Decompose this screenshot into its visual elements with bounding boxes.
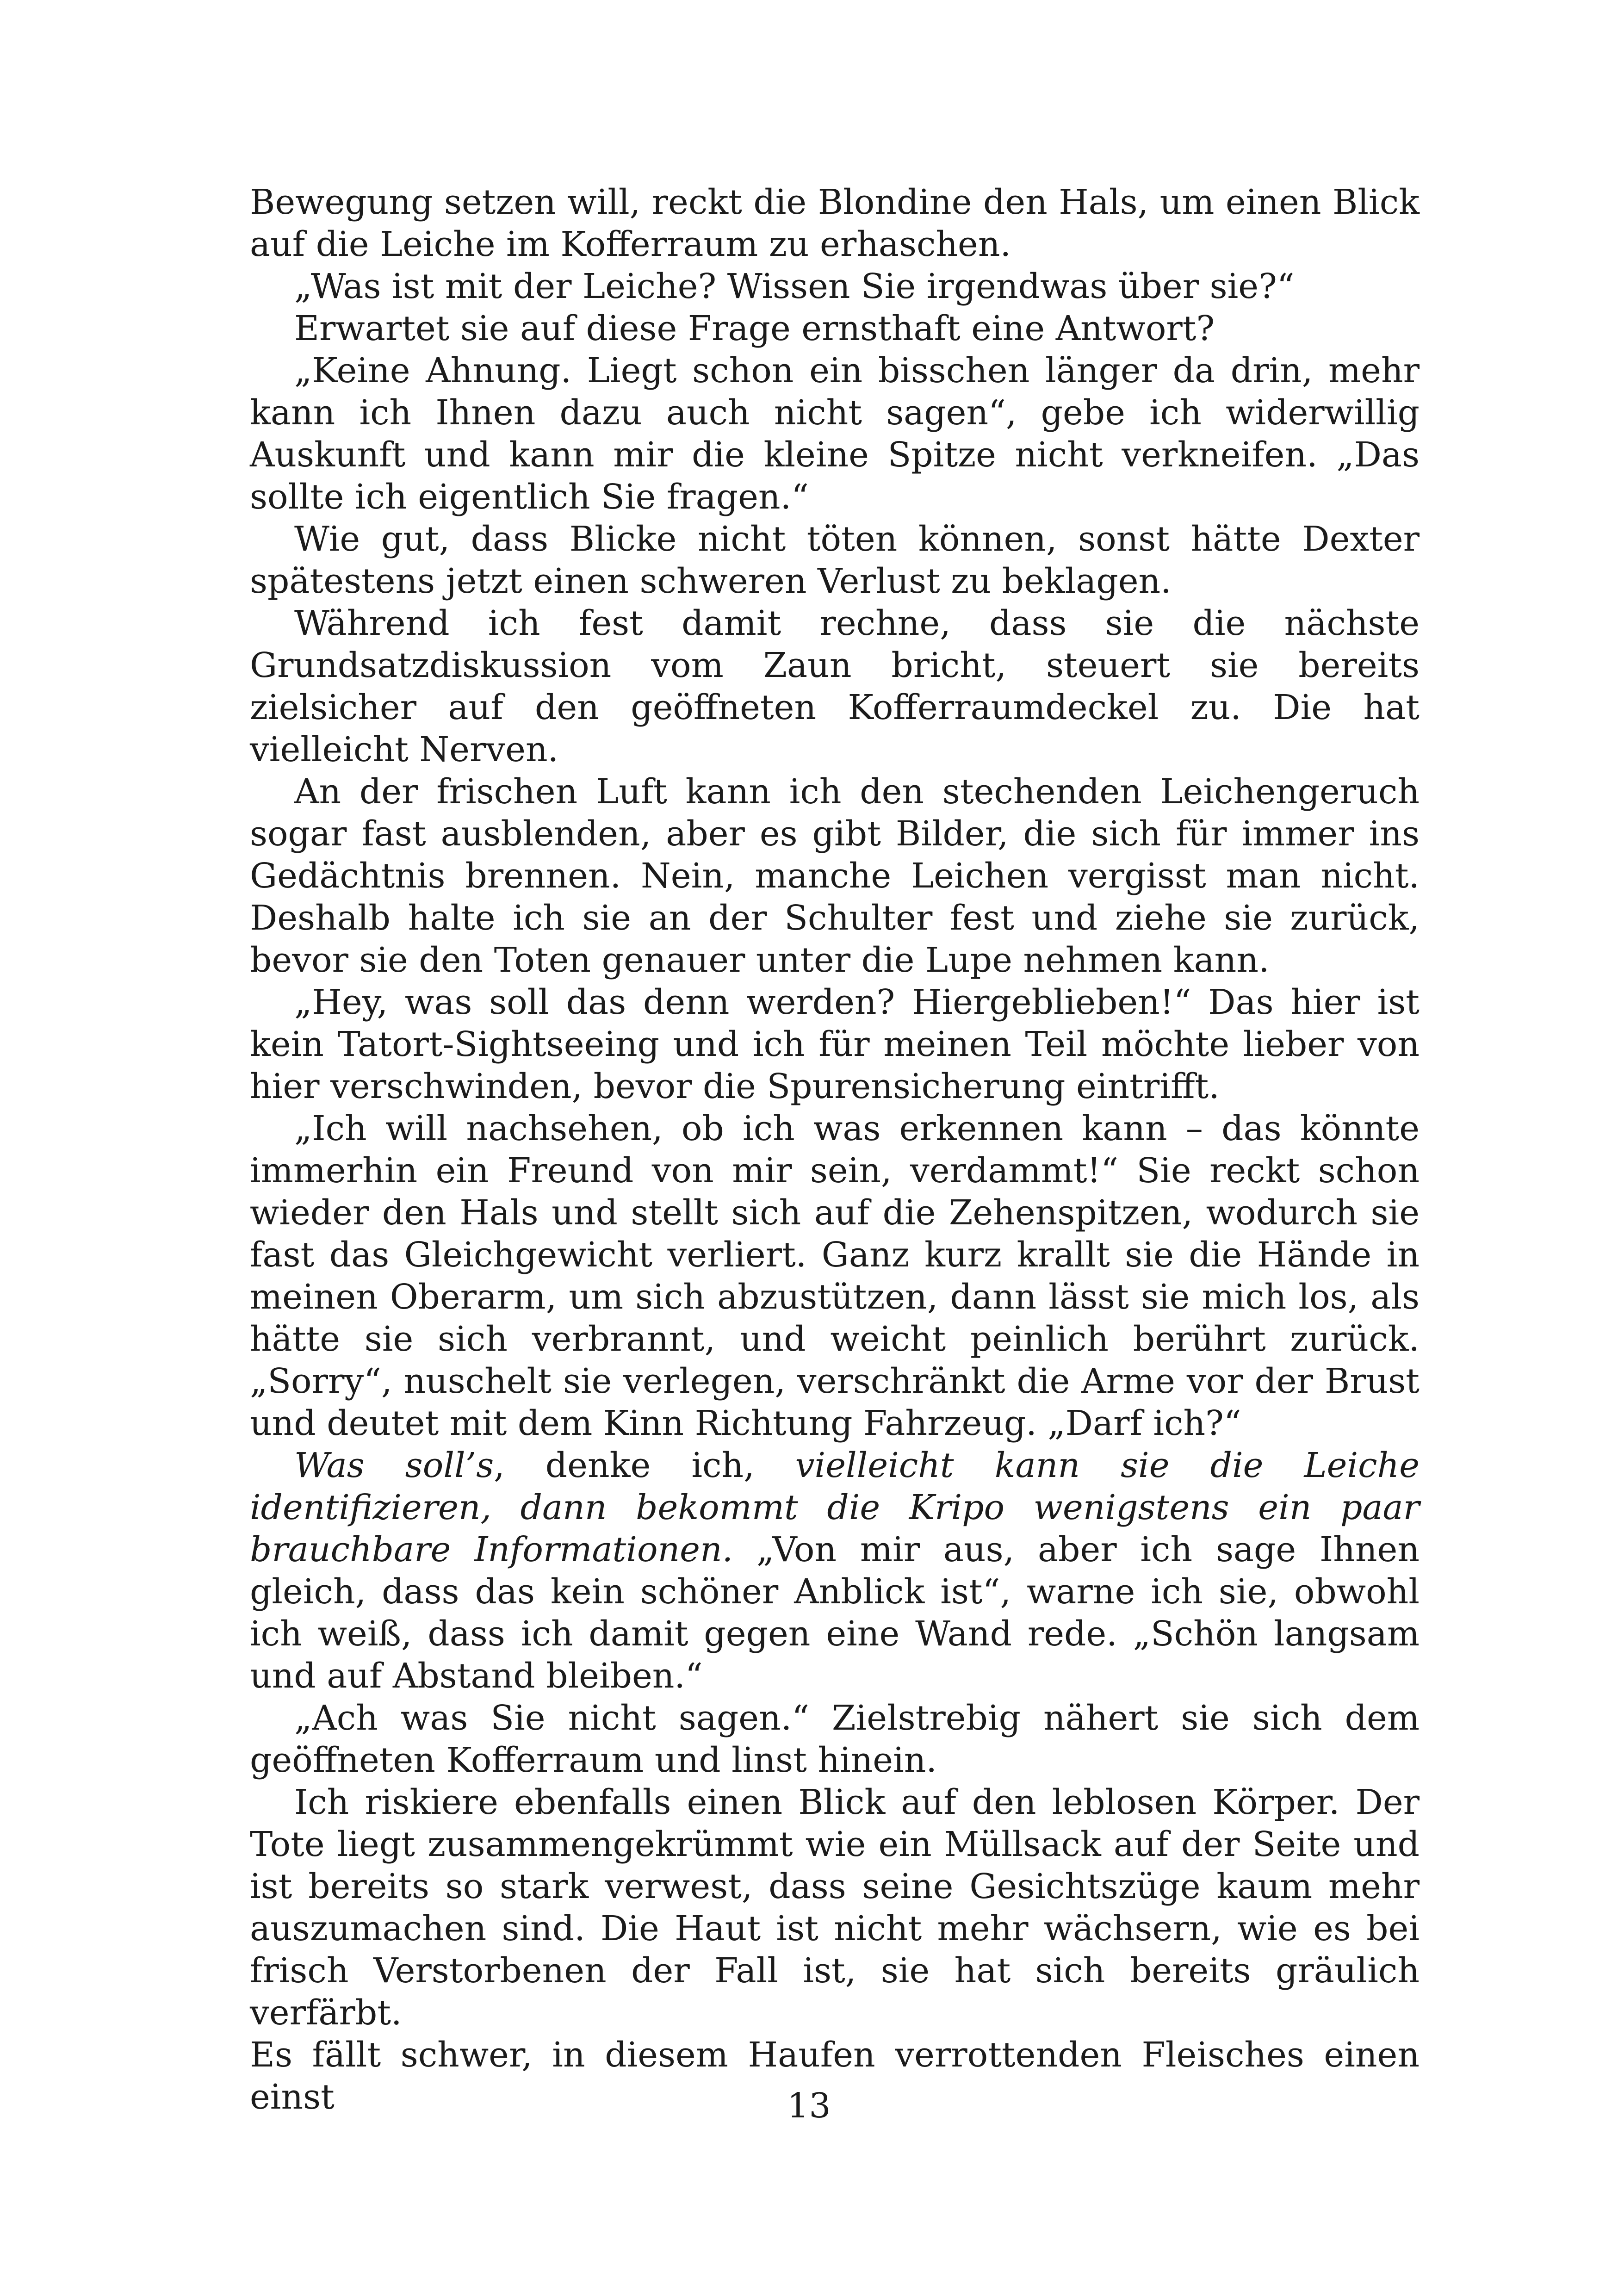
text-run: Wie gut, dass Blicke nicht töten können, sonst hätte Dexter spätestens jetzt einen schweren Verlust zu beklagen. bbox=[250, 519, 1420, 601]
page-number: 13 bbox=[787, 2086, 831, 2126]
paragraph bbox=[250, 981, 1420, 1108]
text-run: Erwartet sie auf diese Frage ernsthaft eine Antwort? bbox=[294, 309, 1215, 348]
text-run: „Was ist mit der Leiche? Wissen Sie irgendwas über sie?“ bbox=[294, 267, 1295, 306]
paragraph bbox=[250, 181, 1420, 266]
paragraph bbox=[250, 1445, 1420, 1697]
paragraph bbox=[250, 308, 1420, 350]
italic-text-run: Was soll’s bbox=[294, 1446, 494, 1485]
text-run: „Keine Ahnung. Liegt schon ein bisschen länger da drin, mehr kann ich Ihnen dazu auch nicht sagen“, gebe ich widerwillig Auskunft und kann mir die kleine Spitze nicht verkneifen. „Das sollte ich eigentlich Sie fragen.“ bbox=[250, 351, 1420, 517]
paragraph bbox=[250, 771, 1420, 981]
text-run: Es fällt schwer, in diesem Haufen verrottenden Fleisches einen einst bbox=[250, 2035, 1420, 2117]
paragraph bbox=[250, 1108, 1420, 1445]
text-run: Ich riskiere ebenfalls einen Blick auf den leblosen Körper. Der Tote liegt zusammengekrümmt wie ein Müllsack auf der Seite und ist bereits so stark verwest, dass seine Gesichtszüge kaum mehr auszumachen sind. Die Haut ist nicht mehr wächsern, wie es bei frisch Verstorbenen der Fall ist, sie hat sich bereits gräulich verfärbt. bbox=[250, 1782, 1420, 2033]
paragraph bbox=[250, 1697, 1420, 1781]
paragraph bbox=[250, 518, 1420, 602]
text-run: Bewegung setzen will, reckt die Blondine den Hals, um einen Blick auf die Leiche im Kofferraum zu erhaschen. bbox=[250, 182, 1420, 264]
paragraph bbox=[250, 602, 1420, 771]
text-run: , denke ich, bbox=[494, 1446, 795, 1485]
text-run: „Ich will nachsehen, ob ich was erkennen kann – das könnte immerhin ein Freund von mir sein, verdammt!“ Sie reckt schon wieder den Hals und stellt sich auf die Zehenspitzen, wodurch sie fast das Gleichgewicht verliert. Ganz kurz krallt sie die Hände in meinen Oberarm, um sich abzustützen, dann lässt sie mich los, als hätte sie sich verbrannt, und weicht peinlich berührt zurück. „Sorry“, nuschelt sie verlegen, verschränkt die Arme vor der Brust und deutet mit dem Kinn Richtung Fahrzeug. „Darf ich?“ bbox=[250, 1109, 1420, 1443]
paragraph bbox=[250, 350, 1420, 518]
italic-text-run: vielleicht kann sie die Leiche identifizieren, dann bekommt die Kripo wenigstens ein paar brauchbare Informationen. bbox=[250, 1446, 1420, 1570]
text-run: „Von mir aus, aber ich sage Ihnen gleich, dass das kein schöner Anblick ist“, warne ich sie, obwohl ich weiß, dass ich damit gegen eine Wand rede. „Schön langsam und auf Abstand bleiben.“ bbox=[250, 1530, 1420, 1696]
body-text bbox=[250, 181, 1420, 2118]
text-run: Während ich fest damit rechne, dass sie die nächste Grundsatzdiskussion vom Zaun bricht, steuert sie bereits zielsicher auf den geöffneten Kofferraumdeckel zu. Die hat vielleicht Nerven. bbox=[250, 603, 1420, 769]
text-run: „Hey, was soll das denn werden? Hiergeblieben!“ Das hier ist kein Tatort-Sightseeing und ich für meinen Teil möchte lieber von hier verschwinden, bevor die Spurensicherung eintrifft. bbox=[250, 982, 1420, 1106]
text-run: An der frischen Luft kann ich den stechenden Leichengeruch sogar fast ausblenden, aber es gibt Bilder, die sich für immer ins Gedächtnis brennen. Nein, manche Leichen vergisst man nicht. Deshalb halte ich sie an der Schulter fest und ziehe sie zurück, bevor sie den Toten genauer unter die Lupe nehmen kann. bbox=[250, 772, 1420, 980]
paragraph bbox=[250, 1781, 1420, 2034]
paragraph bbox=[250, 266, 1420, 308]
text-run: „Ach was Sie nicht sagen.“ Zielstrebig nähert sie sich dem geöffneten Kofferraum und linst hinein. bbox=[250, 1698, 1420, 1780]
